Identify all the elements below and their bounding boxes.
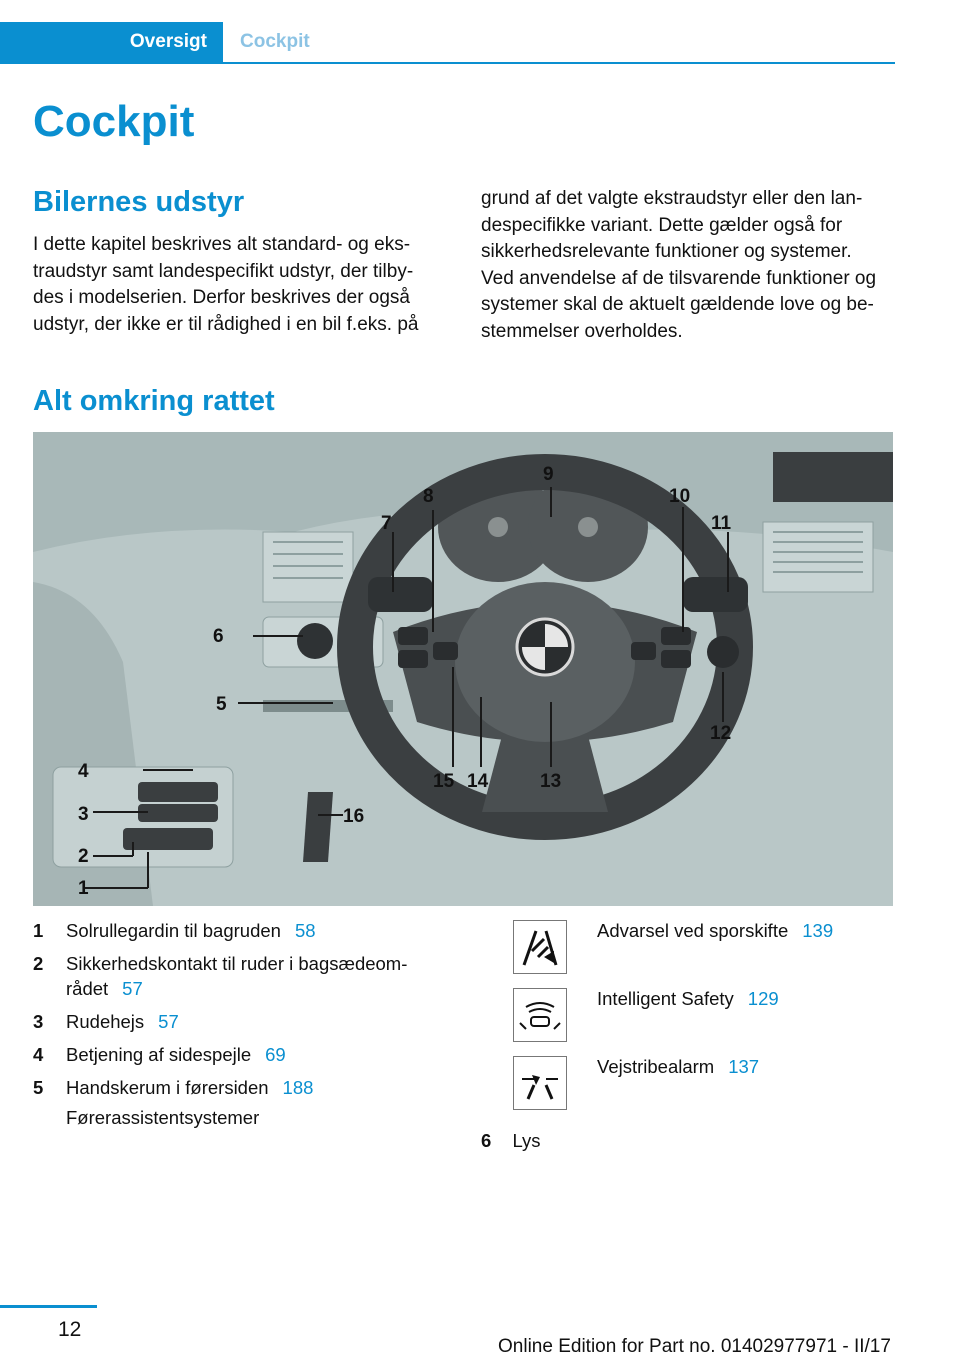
text-line: despecifikke variant. Dette gælder også for — [481, 214, 843, 236]
list-item — [597, 920, 833, 942]
text-line: udstyr, der ikke er til rådighed i en bil f.eks. på — [33, 313, 419, 335]
item-label: Handskerum i førersiden — [66, 1077, 269, 1098]
item-label: Advarsel ved sporskifte — [597, 920, 789, 941]
callout-13: 13 — [540, 771, 562, 792]
text-line: traudstyr samt landespecifikt udstyr, der tilby‐ — [33, 260, 414, 282]
callout-10: 10 — [669, 486, 691, 507]
text-line: des i modelserien. Derfor beskrives der også — [33, 287, 411, 308]
page-title: Cockpit — [33, 97, 195, 146]
item-label: Solrullegardin til bagruden — [66, 920, 281, 941]
item-label: Førerassistentsystemer — [66, 1107, 260, 1128]
item-label: Intelligent Safety — [597, 988, 734, 1009]
item-label: Betjening af sidespejle — [66, 1044, 252, 1065]
steering-wheel-illustration — [33, 432, 893, 906]
list-item — [481, 1130, 541, 1152]
page-link[interactable]: 129 — [747, 988, 779, 1009]
list-item — [597, 988, 779, 1010]
text-line: sikkerhedsrelevante funktioner og systemer. — [481, 241, 852, 262]
callout-15: 15 — [433, 771, 455, 792]
intro-paragraph-right — [481, 186, 876, 345]
page-link[interactable]: 57 — [122, 978, 143, 999]
list-item — [597, 1056, 759, 1078]
footer-rule — [0, 1305, 97, 1308]
lane-departure-warning-icon — [513, 1056, 567, 1110]
callout-14: 14 — [467, 771, 489, 792]
section-heading-rattet: Alt omkring rattet — [33, 385, 275, 417]
intelligent-safety-icon — [513, 988, 567, 1042]
callout-2: 2 — [78, 846, 89, 867]
item-number: 4 — [33, 1044, 44, 1065]
callout-7: 7 — [381, 513, 392, 534]
page-link[interactable]: 139 — [802, 920, 834, 941]
page-link[interactable]: 69 — [265, 1044, 286, 1065]
item-number: 3 — [33, 1011, 44, 1032]
text-line: I dette kapitel beskrives alt standard- og eks‐ — [33, 234, 411, 255]
item-number: 1 — [33, 920, 44, 941]
page-link[interactable]: 188 — [282, 1077, 314, 1098]
page-number: 12 — [58, 1318, 82, 1341]
callout-8: 8 — [423, 486, 434, 507]
text-line: systemer skal de aktuelt gældende love og be‐ — [481, 294, 874, 315]
callout-9: 9 — [543, 464, 554, 485]
tab-bar — [0, 22, 895, 64]
intro-paragraph-left — [33, 232, 418, 338]
item-label: Lys — [512, 1130, 541, 1151]
item-number: 6 — [481, 1130, 492, 1151]
tab-oversigt[interactable]: Oversigt — [0, 22, 223, 62]
item-label: Rudehejs — [66, 1011, 145, 1032]
callout-16: 16 — [343, 806, 365, 827]
callout-5: 5 — [216, 694, 227, 715]
callout-11: 11 — [711, 513, 732, 534]
text-line: stemmelser overholdes. — [481, 320, 683, 342]
text-line: Ved anvendelse af de tilsvarende funktioner og — [481, 267, 877, 289]
section-heading-udstyr: Bilernes udstyr — [33, 186, 245, 218]
item-label: Sikkerhedskontakt til ruder i bagsædeom‐ — [66, 953, 408, 974]
page-link[interactable]: 58 — [294, 920, 316, 941]
item-number: 2 — [33, 953, 44, 974]
callout-3: 3 — [78, 804, 89, 825]
text-line: grund af det valgte ekstraudstyr eller den lan‐ — [481, 188, 863, 209]
callout-12: 12 — [710, 723, 732, 744]
item-number: 5 — [33, 1077, 44, 1098]
item-label: Vejstribealarm — [597, 1056, 715, 1077]
tab-cockpit[interactable]: Cockpit — [240, 31, 310, 52]
callout-1: 1 — [78, 878, 89, 899]
item-label: rådet — [66, 978, 109, 999]
page-link[interactable]: 137 — [728, 1056, 760, 1077]
callout-6: 6 — [213, 626, 224, 647]
page-link[interactable]: 57 — [158, 1011, 179, 1032]
edition-note: Online Edition for Part no. 01402977971 - II/17 — [498, 1336, 891, 1357]
callout-4: 4 — [78, 761, 89, 782]
lane-change-warning-icon — [513, 920, 567, 974]
legend-list-left — [33, 920, 453, 1140]
